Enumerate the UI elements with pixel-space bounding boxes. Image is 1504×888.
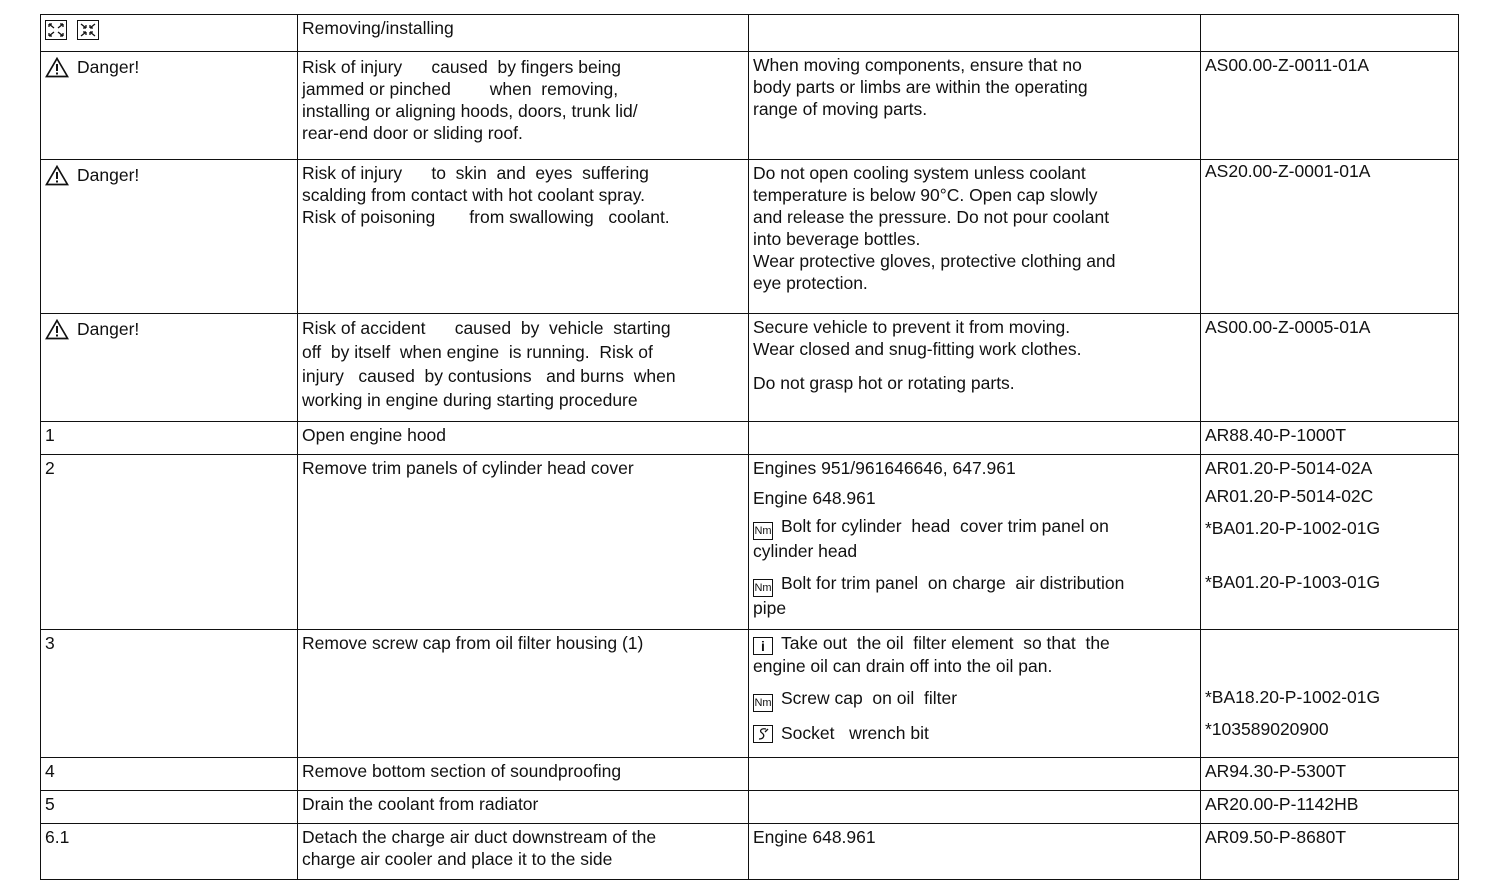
step-text-line: Remove bottom section of soundproofing bbox=[302, 761, 622, 781]
danger-row bbox=[41, 52, 1459, 160]
note-line: temperature is below 90°C. Open cap slowly bbox=[753, 185, 1098, 205]
torque-note-text: pipe bbox=[753, 598, 787, 618]
note-line: into beverage bottles. bbox=[753, 229, 921, 249]
torque-nm-icon: Nm bbox=[753, 579, 773, 597]
step-note bbox=[749, 758, 1201, 791]
socket-wrench-icon bbox=[753, 725, 773, 743]
risk-line: injury caused by contusions and burns when bbox=[302, 366, 676, 386]
danger-row bbox=[41, 160, 1459, 314]
torque-note-text: cylinder head bbox=[753, 541, 858, 561]
step-text bbox=[298, 824, 749, 880]
document-code-link[interactable]: *103589020900 bbox=[1205, 719, 1329, 739]
step-note bbox=[749, 630, 1201, 758]
document-code-link[interactable]: AR01.20-P-5014-02A bbox=[1205, 458, 1373, 478]
danger-label: Danger! bbox=[77, 57, 140, 77]
step-row bbox=[41, 824, 1459, 880]
risk-line: jammed or pinched when removing, bbox=[302, 79, 619, 99]
step-text-line: Remove screw cap from oil filter housing (1) bbox=[302, 633, 644, 653]
danger-risk bbox=[298, 160, 749, 314]
document-code-link[interactable]: AR01.20-P-5014-02C bbox=[1205, 486, 1374, 506]
document-code-link[interactable]: AR09.50-P-8680T bbox=[1205, 827, 1347, 847]
danger-row bbox=[41, 314, 1459, 422]
step-row bbox=[41, 630, 1459, 758]
step-text-line: charge air cooler and place it to the side bbox=[302, 849, 613, 869]
warning-triangle-icon bbox=[45, 319, 69, 340]
danger-note bbox=[749, 314, 1201, 422]
engine-note: Engine 648.961 bbox=[753, 827, 876, 847]
tool-note-text: Socket wrench bit bbox=[781, 723, 929, 743]
danger-code bbox=[1201, 52, 1459, 160]
document-code-link[interactable]: *BA18.20-P-1002-01G bbox=[1205, 687, 1381, 707]
note-line: body parts or limbs are within the operating bbox=[753, 77, 1088, 97]
step-code bbox=[1201, 422, 1459, 455]
engine-note: Engines 951/961646646, 647.961 bbox=[753, 458, 1016, 478]
step-code bbox=[1201, 791, 1459, 824]
risk-line: Risk of accident caused by vehicle starting bbox=[302, 318, 671, 338]
step-note bbox=[749, 422, 1201, 455]
collapse-icon[interactable] bbox=[77, 20, 99, 40]
warning-triangle-icon bbox=[45, 165, 69, 186]
risk-line: Risk of injury to skin and eyes suffering bbox=[302, 163, 649, 183]
expand-icon[interactable] bbox=[45, 20, 67, 40]
risk-line: rear-end door or sliding roof. bbox=[302, 123, 523, 143]
step-code bbox=[1201, 824, 1459, 880]
document-code-link[interactable]: *BA01.20-P-1002-01G bbox=[1205, 518, 1381, 538]
document-code-link[interactable]: *BA01.20-P-1003-01G bbox=[1205, 572, 1381, 592]
header-icons-cell bbox=[41, 15, 298, 52]
header-title bbox=[298, 15, 749, 52]
step-row bbox=[41, 455, 1459, 630]
document-code-link[interactable]: AS00.00-Z-0011-01A bbox=[1205, 55, 1370, 75]
tool-note bbox=[753, 722, 1196, 744]
risk-line: Risk of injury caused by fingers being bbox=[302, 57, 622, 77]
note-line: Secure vehicle to prevent it from moving. bbox=[753, 317, 1071, 337]
torque-note-text: Bolt for trim panel on charge air distribution bbox=[781, 573, 1125, 593]
danger-note bbox=[749, 160, 1201, 314]
step-text-line: Open engine hood bbox=[302, 425, 447, 445]
step-number-text: 4 bbox=[45, 761, 55, 781]
header-row bbox=[41, 15, 1459, 52]
step-text-line: Drain the coolant from radiator bbox=[302, 794, 539, 814]
step-number bbox=[41, 455, 298, 630]
risk-line: working in engine during starting procedure bbox=[302, 390, 638, 410]
document-code-link[interactable]: AR88.40-P-1000T bbox=[1205, 425, 1347, 445]
torque-nm-icon: Nm bbox=[753, 694, 773, 712]
risk-line: Risk of poisoning from swallowing coolant. bbox=[302, 207, 670, 227]
step-text bbox=[298, 422, 749, 455]
torque-note-text: Bolt for cylinder head cover trim panel on bbox=[781, 516, 1109, 536]
step-code bbox=[1201, 758, 1459, 791]
step-number bbox=[41, 824, 298, 880]
step-row bbox=[41, 791, 1459, 824]
info-icon: i bbox=[753, 637, 773, 655]
note-line: When moving components, ensure that no bbox=[753, 55, 1082, 75]
risk-line: scalding from contact with hot coolant spray. bbox=[302, 185, 646, 205]
info-note-text: engine oil can drain off into the oil pan. bbox=[753, 656, 1053, 676]
danger-label-cell bbox=[41, 160, 298, 314]
note-line: Wear protective gloves, protective clothing and bbox=[753, 251, 1116, 271]
danger-code bbox=[1201, 160, 1459, 314]
step-row bbox=[41, 758, 1459, 791]
step-number-text: 5 bbox=[45, 794, 55, 814]
step-number-text: 3 bbox=[45, 633, 55, 653]
note-line: eye protection. bbox=[753, 273, 868, 293]
torque-note bbox=[753, 687, 1196, 712]
step-note bbox=[749, 791, 1201, 824]
torque-note-text: Screw cap on oil filter bbox=[781, 688, 958, 708]
step-text bbox=[298, 455, 749, 630]
step-row bbox=[41, 422, 1459, 455]
step-code bbox=[1201, 630, 1459, 758]
engine-note: Engine 648.961 bbox=[753, 488, 876, 508]
step-text bbox=[298, 758, 749, 791]
note-line: Do not grasp hot or rotating parts. bbox=[753, 373, 1015, 393]
step-number-text: 2 bbox=[45, 458, 55, 478]
danger-label: Danger! bbox=[77, 165, 140, 185]
document-code-link[interactable]: AR20.00-P-1142HB bbox=[1205, 794, 1359, 814]
note-line: range of moving parts. bbox=[753, 99, 928, 119]
danger-label-cell bbox=[41, 52, 298, 160]
step-number-text: 1 bbox=[45, 425, 55, 445]
step-note bbox=[749, 455, 1201, 630]
procedure-table bbox=[40, 14, 1459, 880]
header-empty-3 bbox=[749, 15, 1201, 52]
risk-line: installing or aligning hoods, doors, trunk lid/ bbox=[302, 101, 638, 121]
step-text-line: Remove trim panels of cylinder head cover bbox=[302, 458, 634, 478]
danger-label-cell bbox=[41, 314, 298, 422]
document-code-link[interactable]: AS00.00-Z-0005-01A bbox=[1205, 317, 1371, 337]
step-number bbox=[41, 791, 298, 824]
document-code-link[interactable]: AS20.00-Z-0001-01A bbox=[1205, 161, 1371, 181]
danger-risk bbox=[298, 52, 749, 160]
torque-note bbox=[753, 515, 1196, 540]
note-line: and release the pressure. Do not pour coolant bbox=[753, 207, 1110, 227]
info-note bbox=[753, 632, 1196, 655]
step-text bbox=[298, 791, 749, 824]
step-text bbox=[298, 630, 749, 758]
note-line: Wear closed and snug-fitting work clothes. bbox=[753, 339, 1082, 359]
header-title-text: Removing/installing bbox=[302, 18, 454, 38]
warning-triangle-icon bbox=[45, 57, 69, 78]
info-note-text: Take out the oil filter element so that the bbox=[781, 633, 1110, 653]
header-empty-4 bbox=[1201, 15, 1459, 52]
document-code-link[interactable]: AR94.30-P-5300T bbox=[1205, 761, 1347, 781]
torque-nm-icon: Nm bbox=[753, 522, 773, 540]
step-note bbox=[749, 824, 1201, 880]
step-number-text: 6.1 bbox=[45, 827, 70, 847]
step-number bbox=[41, 630, 298, 758]
step-code bbox=[1201, 455, 1459, 630]
danger-code bbox=[1201, 314, 1459, 422]
danger-label: Danger! bbox=[77, 319, 140, 339]
step-number bbox=[41, 422, 298, 455]
danger-risk bbox=[298, 314, 749, 422]
danger-note bbox=[749, 52, 1201, 160]
note-line: Do not open cooling system unless coolant bbox=[753, 163, 1086, 183]
risk-line: off by itself when engine is running. Risk of bbox=[302, 342, 653, 362]
torque-note bbox=[753, 572, 1196, 597]
step-text-line: Detach the charge air duct downstream of the bbox=[302, 827, 657, 847]
step-number bbox=[41, 758, 298, 791]
